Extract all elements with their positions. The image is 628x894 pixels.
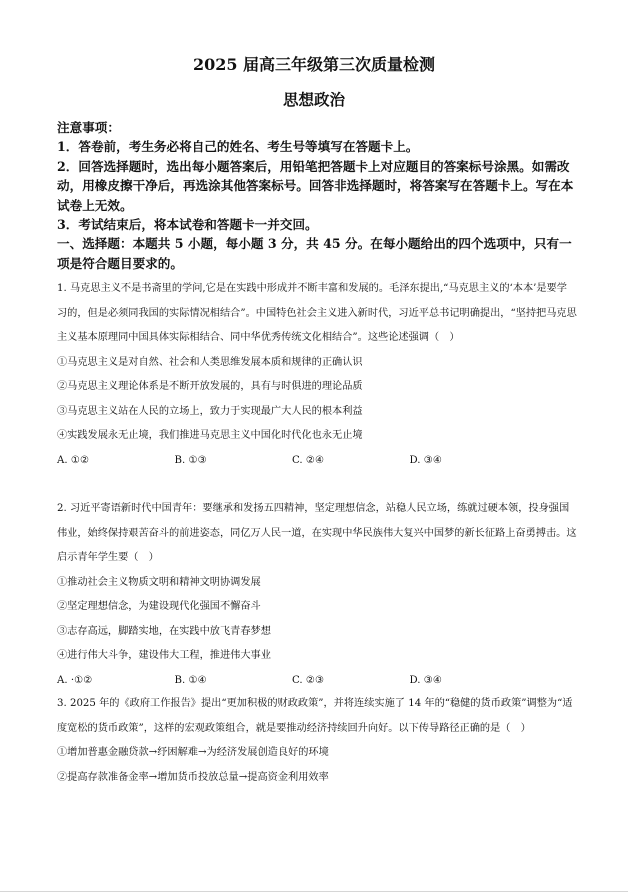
- answer-options: [57, 449, 527, 474]
- notice-section: [57, 118, 577, 273]
- statement: ①增加普惠金融贷款→纾困解难→为经济发展创造良好的环境: [57, 747, 329, 758]
- statement: ②坚定理想信念，为建设现代化强国不懈奋斗: [57, 601, 261, 612]
- statement: ③志存高远，脚踏实地，在实践中放飞青春梦想: [57, 625, 271, 637]
- statement: ①推动社会主义物质文明和精神文明协调发展: [57, 576, 261, 588]
- notice-item-1: 1．答卷前，考生务必将自己的姓名、考生号等填写在答题卡上。: [57, 139, 419, 155]
- question-stem: 1. 马克思主义不是书斋里的学问,它是在实践中形成并不断丰富和发展的。毛泽东提出,“马克思主义的‘本本’是要学习的，但是必须同我国的实际情况相结合”。中国特色社会主义进入新时代，习近平总书记明确提出，“坚持把马克思主义基本原理同中国具体实际相结合、同中华优秀传统文化相结合”。这些论述强调（ ）: [57, 283, 577, 343]
- option-c: C. ②③: [292, 674, 325, 686]
- statement: ③马克思主义站在人民的立场上，致力于实现最广大人民的根本利益: [57, 405, 363, 417]
- question-stem: 3. 2025 年的《政府工作报告》提出“更加积极的财政政策”，并将连续实施了 14 年的“稳健的货币政策”调整为“适度宽松的货币政策”，这样的宏观政策组合，就是要推动经济持续回升向好。以下传导路径正确的是（ ）: [57, 698, 573, 734]
- section-heading: 一、选择题：本题共 5 小题，每小题 3 分，共 45 分。在每小题给出的四个选项中，只有一项是符合题目要求的。: [57, 236, 572, 271]
- page-bottom-rule: [0, 891, 628, 892]
- subject-title: 思想政治: [282, 90, 345, 109]
- question-1: [57, 277, 577, 473]
- statement: ④实践发展永无止境，我们推进马克思主义中国化时代化也永无止境: [57, 430, 363, 441]
- question-stem: 2. 习近平寄语新时代中国青年：要继承和发扬五四精神，坚定理想信念，站稳人民立场，练就过硬本领，投身强国伟业，始终保持艰苦奋斗的前进姿态，同亿万人民一道，在实现中华民族伟大复兴中国梦的新长征路上奋勇搏击。这启示青年学生要（ ）: [57, 503, 577, 563]
- option-b: B. ①③: [174, 454, 207, 466]
- statement: ②提高存款准备金率→增加货币投放总量→提高资金利用效率: [57, 771, 329, 783]
- question-2: [57, 497, 577, 693]
- option-d: D. ③④: [409, 674, 443, 686]
- option-a: A. ·①②: [57, 674, 93, 686]
- notice-heading: 注意事项：: [57, 120, 120, 135]
- option-b: B. ①④: [174, 674, 207, 686]
- question-3: [57, 692, 577, 790]
- statement: ④进行伟大斗争，建设伟大工程，推进伟大事业: [57, 650, 271, 661]
- option-d: D. ③④: [409, 454, 443, 466]
- option-a: A. ①②: [57, 454, 90, 466]
- exam-title: 2025 届高三年级第三次质量检测: [192, 55, 436, 74]
- statement: ①马克思主义是对自然、社会和人类思维发展本质和规律的正确认识: [57, 356, 363, 368]
- notice-item-3: 3．考试结束后，将本试卷和答题卡一并交回。: [57, 217, 318, 233]
- answer-options: [57, 669, 527, 694]
- statement: ②马克思主义理论体系是不断开放发展的，具有与时俱进的理论品质: [57, 381, 363, 392]
- notice-item-2: 2．回答选择题时，选出每小题答案后，用铅笔把答题卡上对应题目的答案标号涂黑。如需改动，用橡皮擦干净后，再选涂其他答案标号。回答非选择题时，将答案写在答题卡上。写在本试卷上无效。: [57, 158, 574, 213]
- option-c: C. ②④: [292, 454, 325, 466]
